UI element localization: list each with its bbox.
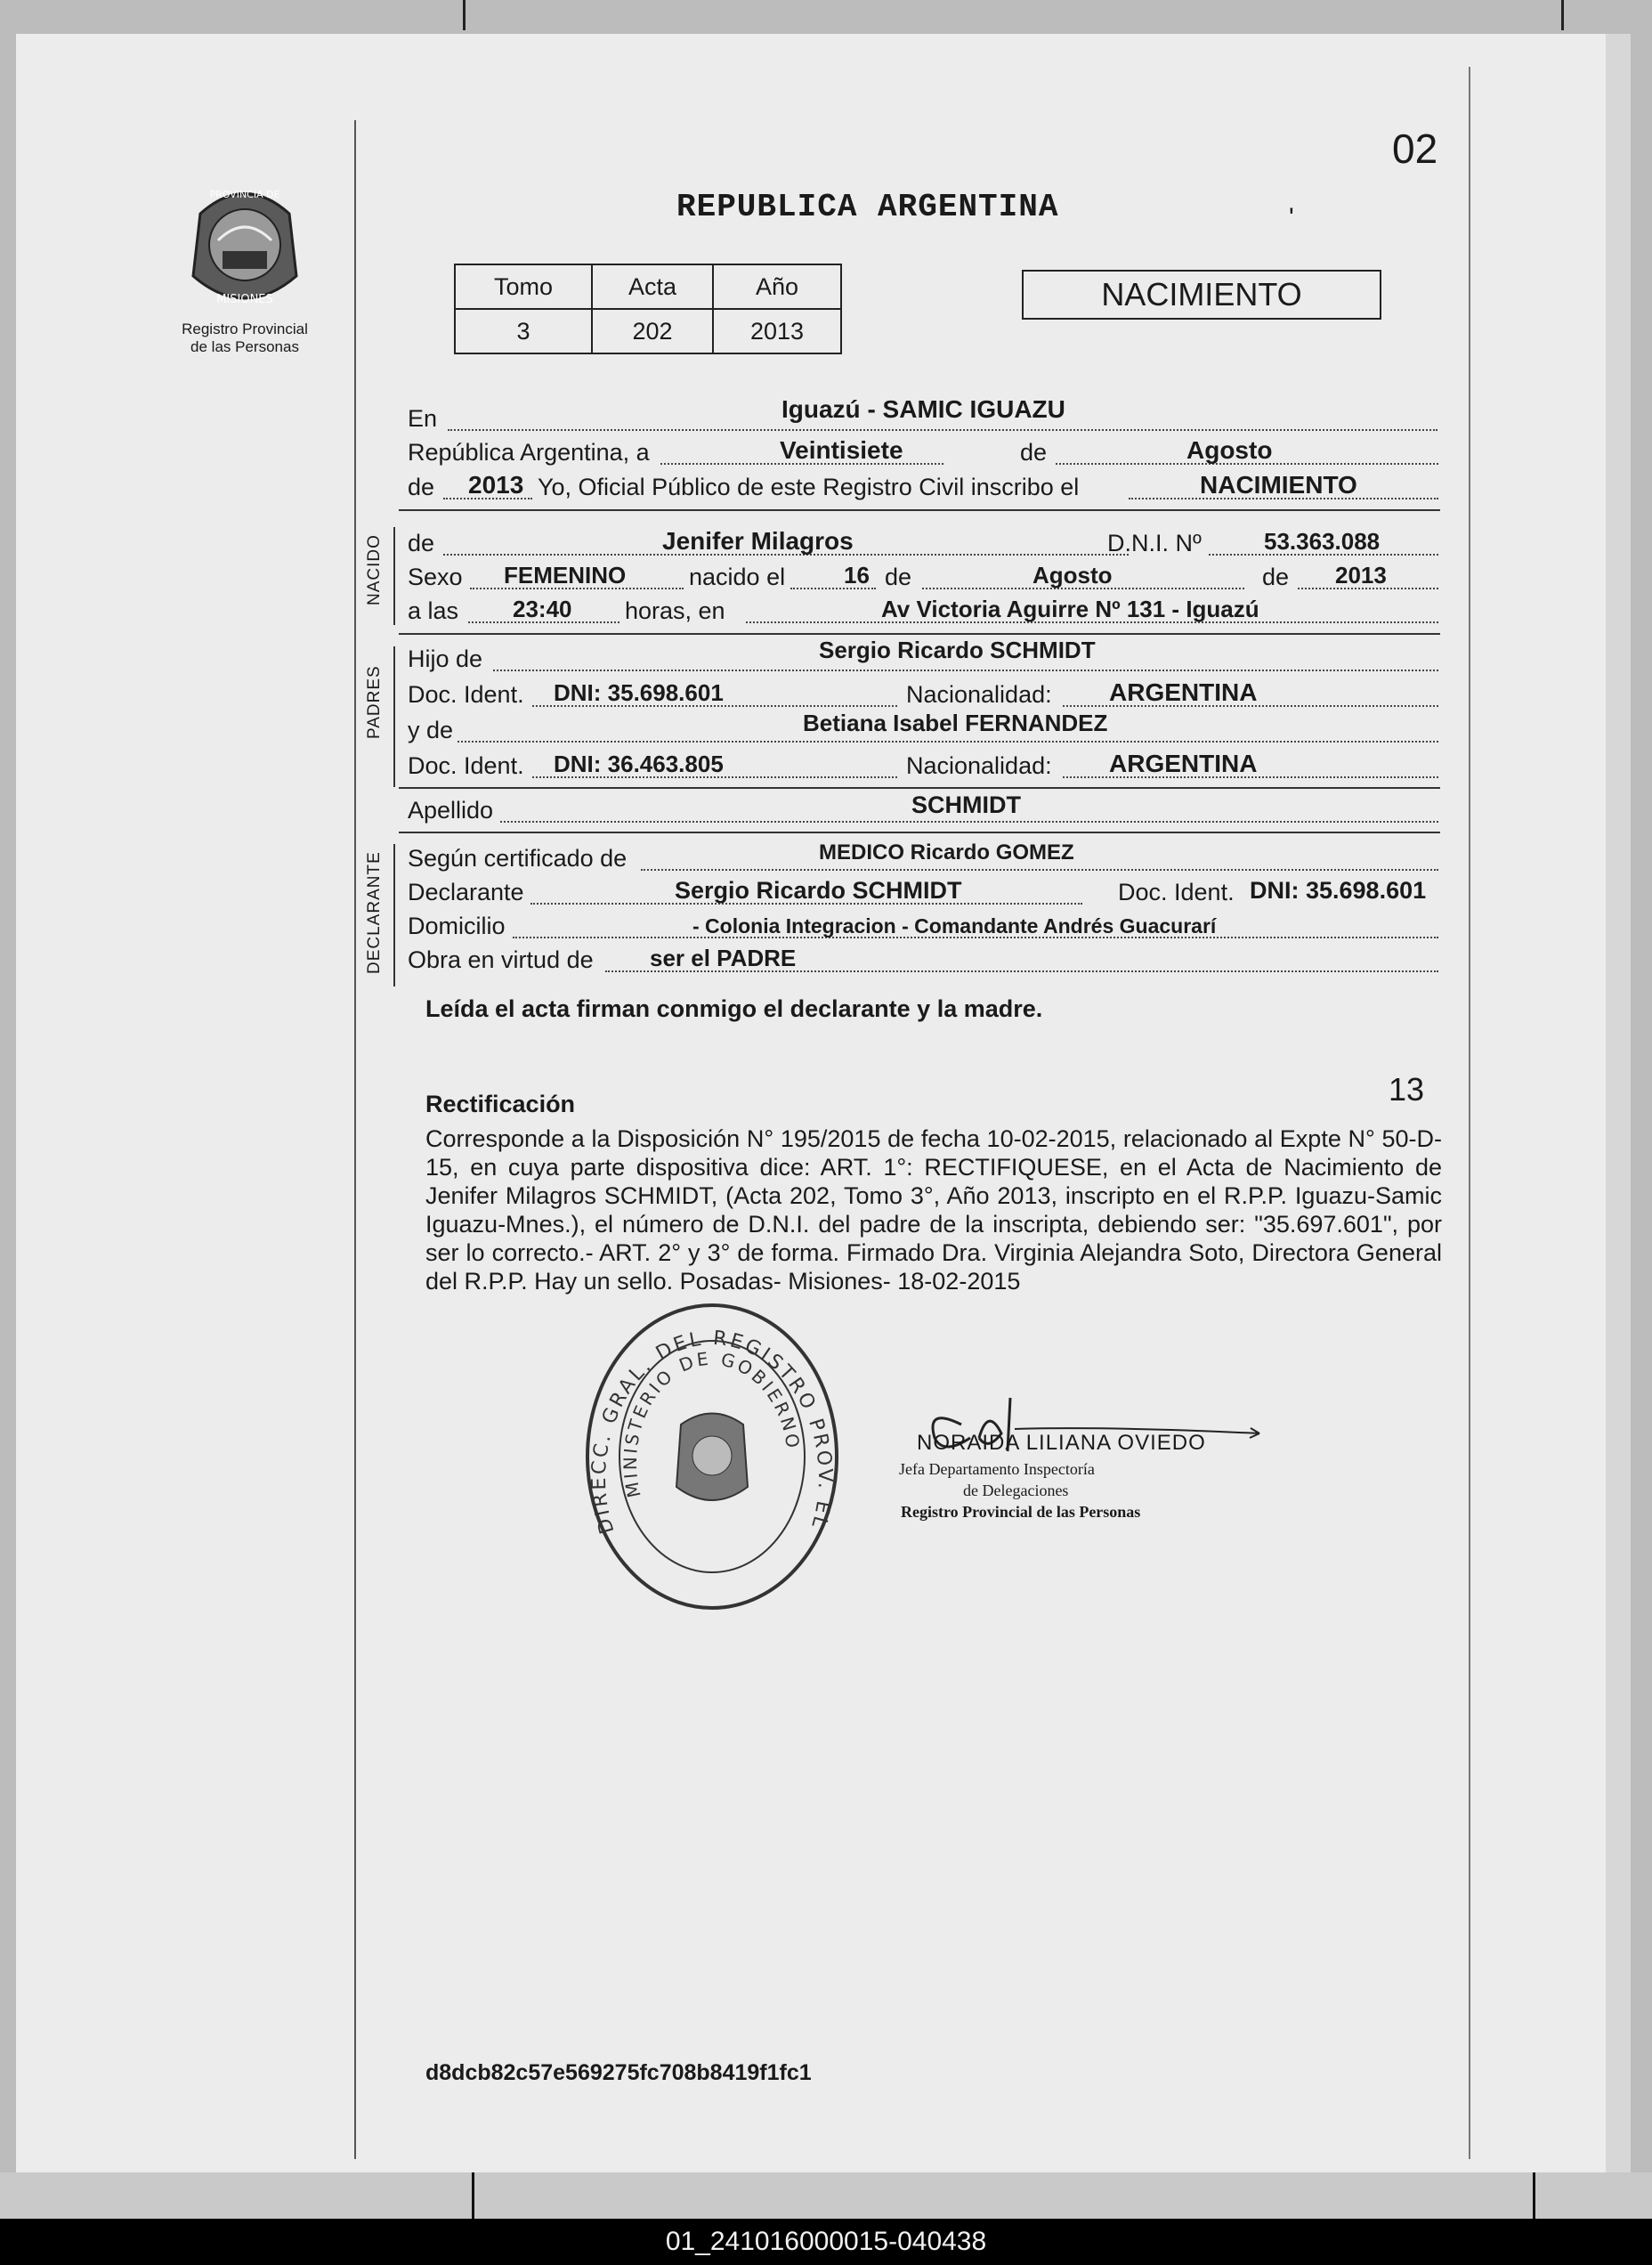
a-las-label: a las	[408, 597, 459, 624]
document-hash: d8dcb82c57e569275fc708b8419f1fc1	[425, 2060, 812, 2085]
row-oficial	[408, 469, 1440, 503]
father-doc: DNI: 35.698.601	[554, 679, 724, 706]
rectification-number: 13	[1389, 1071, 1425, 1108]
child-sex: FEMENINO	[504, 562, 627, 589]
official-name: NORAIDA LILIANA OVIEDO	[917, 1431, 1206, 1455]
row-certificado	[408, 840, 1440, 874]
rectification-title: Rectificación	[425, 1091, 576, 1117]
bottom-divider-1	[472, 2172, 474, 2219]
child-dni: 53.363.088	[1264, 528, 1381, 555]
registration-day: Veintisiete	[780, 436, 903, 464]
mother-name: Betiana Isabel FERNANDEZ	[803, 710, 1108, 736]
sexo-label: Sexo	[408, 564, 463, 590]
bottom-divider-2	[1533, 2172, 1535, 2219]
mother-doc-label: Doc. Ident.	[408, 752, 524, 779]
rectification-body: Corresponde a la Disposición N° 195/2015 de fecha 10-02-2015, relacionado al Expte N° 50-D-15, en cuya parte dispositiva dice: ART. 1°: RECTIFIQUESE, en el Acta de Nacimiento de Jenifer Milagros SCHMIDT, (Acta 202, Tomo 3°, Año 2013, inscripto en el R.P.P. Iguazu-Samic Iguazu-Mnes.), el número de D.N.I. del padre de la inscripta, debiendo ser: "35.697.601", por ser lo correcto.- ART. 2° y 3° de forma. Firmado Dra. Virginia Alejandra Soto, Directora General del R.P.P. Hay un sello. Posadas- Misiones- 18-02-2015	[425, 1125, 1442, 1295]
row-hora	[408, 593, 1440, 627]
seal-caption-line2: de las Personas	[190, 338, 299, 355]
padres-bracket	[393, 646, 395, 787]
tomo-value: 3	[455, 309, 592, 353]
scan-edge-line-right	[1561, 0, 1564, 30]
right-margin-rule	[1469, 67, 1470, 2159]
registration-year: 2013	[468, 471, 524, 499]
registration-month: Agosto	[1186, 436, 1273, 464]
de-label-2: de	[885, 564, 912, 590]
tomo-header-row	[455, 264, 841, 309]
left-margin-rule	[354, 120, 356, 2159]
birth-day: 16	[844, 562, 870, 589]
registry-place: Iguazú - SAMIC IGUAZU	[781, 395, 1065, 423]
section-divider	[399, 787, 1440, 789]
document-title: REPUBLICA ARGENTINA	[676, 189, 1059, 225]
inscribo-value: NACIMIENTO	[1200, 471, 1357, 499]
row-sexo	[408, 559, 1440, 593]
section-divider	[399, 633, 1440, 635]
row-mother-doc	[408, 748, 1440, 782]
tomo-acta-table	[454, 264, 842, 354]
de-year-label: de	[408, 474, 435, 500]
mother-nationality: ARGENTINA	[1109, 750, 1258, 777]
de-label-1: de	[1020, 439, 1048, 466]
nacido-bracket	[393, 527, 395, 625]
declarante-section-label: DECLARANTE	[365, 851, 384, 974]
child-name: Jenifer Milagros	[662, 527, 854, 555]
acta-value: 202	[592, 309, 713, 353]
seal-text-bottom: MISIONES	[216, 293, 273, 306]
birth-month: Agosto	[1032, 562, 1113, 589]
oficial-text: Yo, Oficial Público de este Registro Civil inscribo el	[538, 474, 1080, 500]
section-divider	[399, 832, 1440, 833]
en-label: En	[408, 405, 438, 432]
de-label-3: de	[1262, 564, 1290, 590]
row-republica	[408, 434, 1440, 468]
father-name: Sergio Ricardo SCHMIDT	[819, 637, 1096, 663]
tomo-value-row	[455, 309, 841, 353]
declarant-name: Sergio Ricardo SCHMIDT	[675, 877, 962, 904]
record-type-box: NACIMIENTO	[1022, 270, 1381, 320]
y-de-label: y de	[408, 717, 454, 743]
row-domicilio	[408, 908, 1440, 942]
paper-edge	[1606, 34, 1631, 2172]
page-number: 02	[1392, 126, 1438, 172]
row-nacido-name	[408, 525, 1440, 559]
declarant-doc-label: Doc. Ident.	[1118, 879, 1235, 905]
anio-value: 2013	[713, 309, 841, 353]
stamp-inner-text: MINISTERIO DE GOBIERNO	[619, 1347, 805, 1500]
obra-label: Obra en virtud de	[408, 946, 594, 973]
seal-caption	[160, 321, 329, 356]
horas-en-label: horas, en	[625, 597, 725, 624]
registry-stamp-icon	[579, 1300, 846, 1613]
provincial-seal-icon	[182, 178, 307, 312]
row-y-de	[408, 712, 1440, 746]
acta-header: Acta	[592, 264, 713, 309]
dni-label: D.N.I. Nº	[1107, 530, 1202, 556]
father-doc-label: Doc. Ident.	[408, 681, 524, 708]
row-obra	[408, 942, 1440, 976]
official-title-line1: Jefa Departamento Inspectoría	[899, 1460, 1095, 1478]
domicilio-label: Domicilio	[408, 913, 506, 939]
nacido-de-label: de	[408, 530, 435, 556]
birth-year: 2013	[1335, 562, 1387, 589]
father-nationality: ARGENTINA	[1109, 678, 1258, 706]
birth-address: Av Victoria Aguirre Nº 131 - Iguazú	[881, 596, 1259, 622]
obra-value: ser el PADRE	[650, 945, 797, 971]
medical-certificate: MEDICO Ricardo GOMEZ	[819, 840, 1074, 865]
declarante-label: Declarante	[408, 879, 524, 905]
surname: SCHMIDT	[911, 792, 1021, 818]
padres-section-label: PADRES	[365, 665, 384, 739]
nacido-el-label: nacido el	[689, 564, 786, 590]
official-title-line3: Registro Provincial de las Personas	[901, 1503, 1141, 1521]
row-apellido	[408, 792, 1440, 826]
declarante-bracket	[393, 844, 395, 986]
row-en	[408, 395, 1440, 434]
official-title-line2: de Delegaciones	[963, 1482, 1069, 1499]
row-declarante	[408, 874, 1440, 908]
stamp-outer-text: DIRECC. GRAL. DEL REGISTRO PROV. EL	[587, 1327, 837, 1537]
row-father-doc	[408, 677, 1440, 710]
apellido-label: Apellido	[408, 797, 494, 824]
father-nat-label: Nacionalidad:	[906, 681, 1052, 708]
republica-label: República Argentina, a	[408, 439, 650, 466]
mother-nat-label: Nacionalidad:	[906, 752, 1052, 779]
signing-note: Leída el acta firman conmigo el declarante y la madre.	[425, 995, 1043, 1022]
mother-doc: DNI: 36.463.805	[554, 751, 724, 777]
pen-mark: '	[1289, 203, 1294, 232]
scan-footer-code: 01_241016000015-040438	[0, 2219, 1652, 2265]
birth-time: 23:40	[513, 596, 572, 622]
certificado-label: Según certificado de	[408, 845, 628, 872]
row-hijo-de	[408, 637, 1440, 675]
nacido-section-label: NACIDO	[365, 534, 384, 605]
declarant-address: - Colonia Integracion - Comandante Andrés Guacurarí	[692, 914, 1217, 938]
anio-header: Año	[713, 264, 841, 309]
section-divider	[399, 509, 1440, 511]
seal-text-top: PROVINCIA DE	[209, 189, 280, 200]
declarant-doc: DNI: 35.698.601	[1250, 877, 1427, 904]
scan-edge-line-left	[463, 0, 466, 30]
bottom-page-strip	[0, 2172, 1652, 2219]
hijo-de-label: Hijo de	[408, 645, 483, 672]
seal-caption-line1: Registro Provincial	[182, 321, 308, 337]
tomo-header: Tomo	[455, 264, 592, 309]
